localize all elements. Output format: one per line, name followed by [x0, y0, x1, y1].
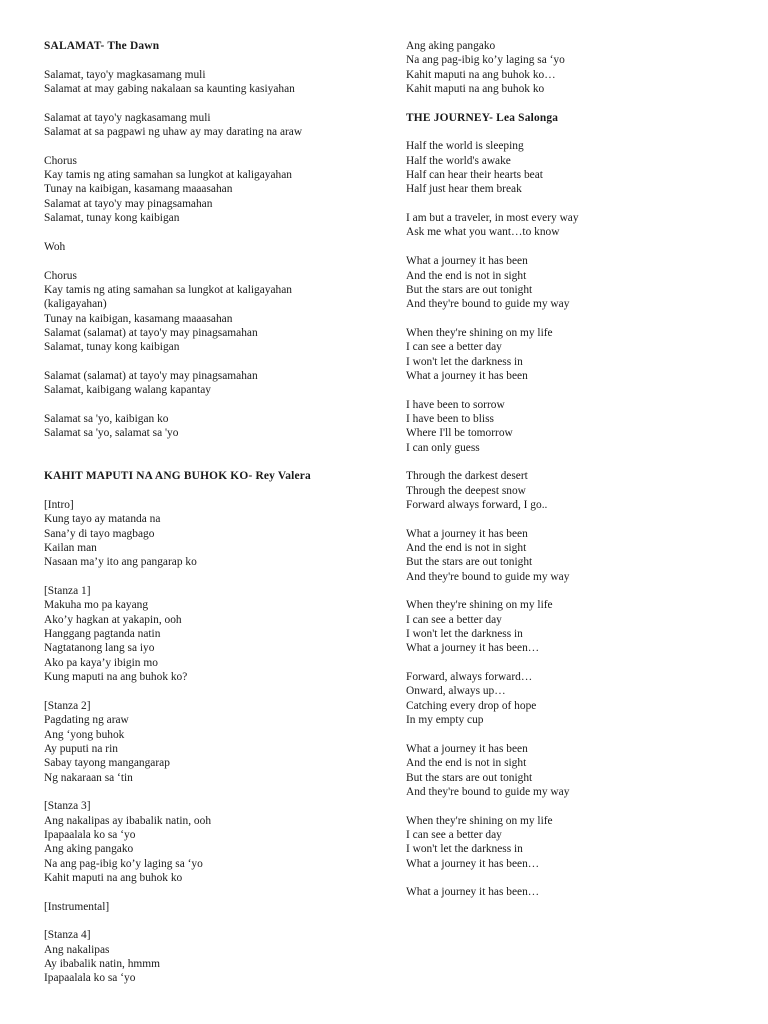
lyric-line: Salamat, kaibigang walang kapantay — [44, 384, 212, 397]
lyric-line: What a journey it has been… — [406, 642, 540, 655]
lyric-line: But the stars are out tonight — [406, 771, 533, 784]
song-kahit-maputi — [44, 469, 384, 985]
lyric-line: And the end is not in sight — [406, 542, 527, 555]
lyric-line: In my empty cup — [406, 714, 484, 727]
lyric-line: Ang aking pangako — [44, 843, 134, 856]
lyric-line: Kahit maputi na ang buhok ko — [44, 871, 183, 884]
stanza — [406, 670, 746, 727]
lyric-line: (kaligayahan) — [44, 298, 107, 311]
lyric-line: [Stanza 3] — [44, 800, 91, 813]
song-title-text: SALAMAT — [44, 40, 101, 52]
stanza — [44, 928, 384, 985]
lyric-line: When they're shining on my life — [406, 326, 553, 339]
lyric-line: Salamat (salamat) at tayo'y may pinagsamahan — [44, 326, 258, 339]
stanza — [406, 211, 746, 240]
lyric-line: What a journey it has been — [406, 742, 528, 755]
stanza — [406, 742, 746, 799]
lyric-line: Ang nakalipas ay ibabalik natin, ooh — [44, 814, 212, 827]
lyric-line: Na ang pag-ibig ko’y laging sa ‘yo — [44, 857, 203, 870]
lyric-line: Onward, always up… — [406, 685, 506, 698]
lyric-line: I am but a traveler, in most every way — [406, 212, 579, 225]
lyric-line: Salamat at tayo'y may pinagsamahan — [44, 197, 213, 210]
lyric-line: Salamat at may gabing nakalaan sa kaunting kasiyahan — [44, 83, 295, 96]
song-title-text: KAHIT MAPUTI NA ANG BUHOK KO — [44, 470, 249, 483]
lyric-line: Kailan man — [44, 542, 97, 555]
lyric-line: Ask me what you want…to know — [406, 226, 560, 239]
lyric-line: Na ang pag-ibig ko’y laging sa ‘yo — [406, 54, 565, 67]
lyric-line: I can see a better day — [406, 613, 502, 626]
lyric-line: Salamat (salamat) at tayo'y may pinagsamahan — [44, 369, 258, 382]
lyric-line: I can see a better day — [406, 341, 502, 354]
stanza — [406, 398, 746, 455]
lyric-line: Hanggang pagtanda natin — [44, 628, 161, 641]
lyric-line: Makuha mo pa kayang — [44, 599, 149, 612]
lyric-line: [Instrumental] — [44, 900, 110, 913]
song-the-journey — [406, 111, 746, 900]
lyric-line: And they're bound to guide my way — [406, 570, 570, 583]
lyric-line: Ang nakalipas — [44, 943, 110, 956]
lyric-line: Ipapaalala ko sa ‘yo — [44, 972, 136, 985]
lyric-line: Sana’y di tayo magbago — [44, 527, 155, 540]
lyric-line: Kay tamis ng ating samahan sa lungkot at kaligayahan — [44, 169, 292, 182]
lyric-line: What a journey it has been… — [406, 886, 540, 899]
lyric-line: Half the world's awake — [406, 154, 511, 167]
lyric-line: [Stanza 1] — [44, 585, 91, 598]
lyric-line: Half just hear them break — [406, 183, 522, 196]
lyric-line: Forward always forward, I go.. — [406, 499, 548, 511]
lyric-line: Where I'll be tomorrow — [406, 427, 513, 440]
lyric-line: Woh — [44, 240, 66, 253]
lyric-line: Ay ibabalik natin, hmmm — [44, 958, 161, 970]
lyric-line: Chorus — [44, 269, 77, 282]
lyric-line: [Stanza 2] — [44, 699, 91, 712]
lyric-line: [Intro] — [44, 499, 74, 511]
stanza — [44, 412, 384, 441]
lyric-line: Salamat at tayo'y nagkasamang muli — [44, 111, 211, 124]
lyric-line: I won't let the darkness in — [406, 628, 523, 641]
lyric-line: I can only guess — [406, 441, 480, 454]
song-artist: Lea Salonga — [496, 111, 559, 124]
lyric-line: Nagtatanong lang sa iyo — [44, 642, 155, 655]
lyric-line: Ako’y hagkan at yakapin, ooh — [44, 613, 182, 626]
song-artist: The Dawn — [107, 40, 160, 52]
lyric-line: Salamat sa 'yo, kaibigan ko — [44, 412, 169, 425]
stanza — [44, 269, 384, 355]
stanzas — [406, 139, 746, 899]
lyric-line: Kay tamis ng ating samahan sa lungkot at kaligayahan — [44, 283, 292, 296]
stanza — [406, 598, 746, 655]
song-artist: Rey Valera — [255, 470, 311, 483]
lyric-line: Ang ‘yong buhok — [44, 728, 125, 741]
lyric-line: Half the world is sleeping — [406, 140, 524, 153]
lyric-line: Salamat, tunay kong kaibigan — [44, 212, 180, 225]
stanza — [44, 111, 384, 140]
lyric-line: Salamat, tayo'y magkasamang muli — [44, 68, 206, 81]
lyric-line: Pagdating ng araw — [44, 714, 129, 727]
stanza — [406, 527, 746, 584]
stanza — [44, 799, 384, 885]
stanza — [406, 254, 746, 311]
stanza — [44, 68, 384, 97]
lyric-line: [Stanza 4] — [44, 929, 91, 942]
stanza — [406, 814, 746, 871]
lyric-line: Catching every drop of hope — [406, 699, 537, 712]
lyric-line: Ang aking pangako — [406, 40, 496, 52]
lyric-line: When they're shining on my life — [406, 599, 553, 612]
song-salamat — [44, 39, 384, 441]
lyric-line: I have been to bliss — [406, 412, 494, 425]
song-title: KAHIT MAPUTI NA ANG BUHOK KO- Rey Valera — [44, 470, 311, 483]
lyric-line: Nasaan ma’y ito ang pangarap ko — [44, 556, 197, 569]
lyric-line: What a journey it has been — [406, 255, 528, 268]
lyric-line: Half can hear their hearts beat — [406, 169, 543, 182]
lyric-line: And the end is not in sight — [406, 757, 527, 770]
lyric-line: Ipapaalala ko sa ‘yo — [44, 828, 136, 841]
stanza — [44, 240, 384, 254]
lyric-line: Ay puputi na rin — [44, 742, 118, 755]
stanza — [406, 469, 746, 512]
lyric-line: Salamat at sa pagpawi ng uhaw ay may darating na araw — [44, 126, 303, 139]
lyric-line: Salamat sa 'yo, salamat sa 'yo — [44, 427, 179, 440]
song-title: THE JOURNEY- Lea Salonga — [406, 111, 559, 124]
lyric-line: Kahit maputi na ang buhok ko — [406, 83, 545, 96]
stanzas — [44, 498, 384, 986]
lyric-line: I can see a better day — [406, 828, 502, 841]
lyric-line: Through the darkest desert — [406, 470, 528, 483]
stanza — [44, 699, 384, 785]
lyric-line: Kung maputi na ang buhok ko? — [44, 671, 188, 684]
stanza — [44, 584, 384, 684]
stanza — [44, 154, 384, 226]
stanza — [44, 369, 384, 398]
lyric-line: Ako pa kaya’y ibigin mo — [44, 656, 158, 669]
lyric-line: Tunay na kaibigan, kasamang maaasahan — [44, 183, 233, 196]
lyric-line: What a journey it has been — [406, 369, 528, 382]
stanza — [406, 139, 746, 196]
lyric-line: I have been to sorrow — [406, 398, 505, 411]
stanza — [44, 900, 384, 914]
lyric-line: Chorus — [44, 154, 77, 167]
song-title-text: THE JOURNEY — [406, 111, 490, 124]
lyric-line: Forward, always forward… — [406, 671, 533, 684]
lyric-line: Tunay na kaibigan, kasamang maaasahan — [44, 312, 233, 325]
stanzas — [44, 68, 384, 441]
continuation-lines — [406, 39, 746, 96]
lyric-line: But the stars are out tonight — [406, 283, 533, 296]
lyric-line: And the end is not in sight — [406, 269, 527, 282]
lyric-line: What a journey it has been… — [406, 857, 540, 870]
lyric-line: Ng nakaraan sa ‘tin — [44, 771, 133, 784]
lyric-line: And they're bound to guide my way — [406, 298, 570, 311]
lyric-line: And they're bound to guide my way — [406, 785, 570, 798]
right-column — [406, 39, 746, 900]
song-title: SALAMAT- The Dawn — [44, 40, 160, 52]
lyric-line: I won't let the darkness in — [406, 843, 523, 856]
lyric-line: But the stars are out tonight — [406, 556, 533, 569]
left-column — [44, 39, 384, 986]
lyric-line: Kahit maputi na ang buhok ko… — [406, 68, 556, 81]
stanza — [406, 885, 746, 899]
lyric-line: I won't let the darkness in — [406, 355, 523, 368]
lyric-line: When they're shining on my life — [406, 814, 553, 827]
lyric-line: Kung tayo ay matanda na — [44, 513, 161, 526]
lyric-line: Sabay tayong mangangarap — [44, 757, 170, 770]
stanza — [406, 326, 746, 383]
lyric-line: Salamat, tunay kong kaibigan — [44, 341, 180, 354]
lyric-line: Through the deepest snow — [406, 484, 526, 497]
stanza — [44, 498, 384, 570]
lyric-line: What a journey it has been — [406, 527, 528, 540]
